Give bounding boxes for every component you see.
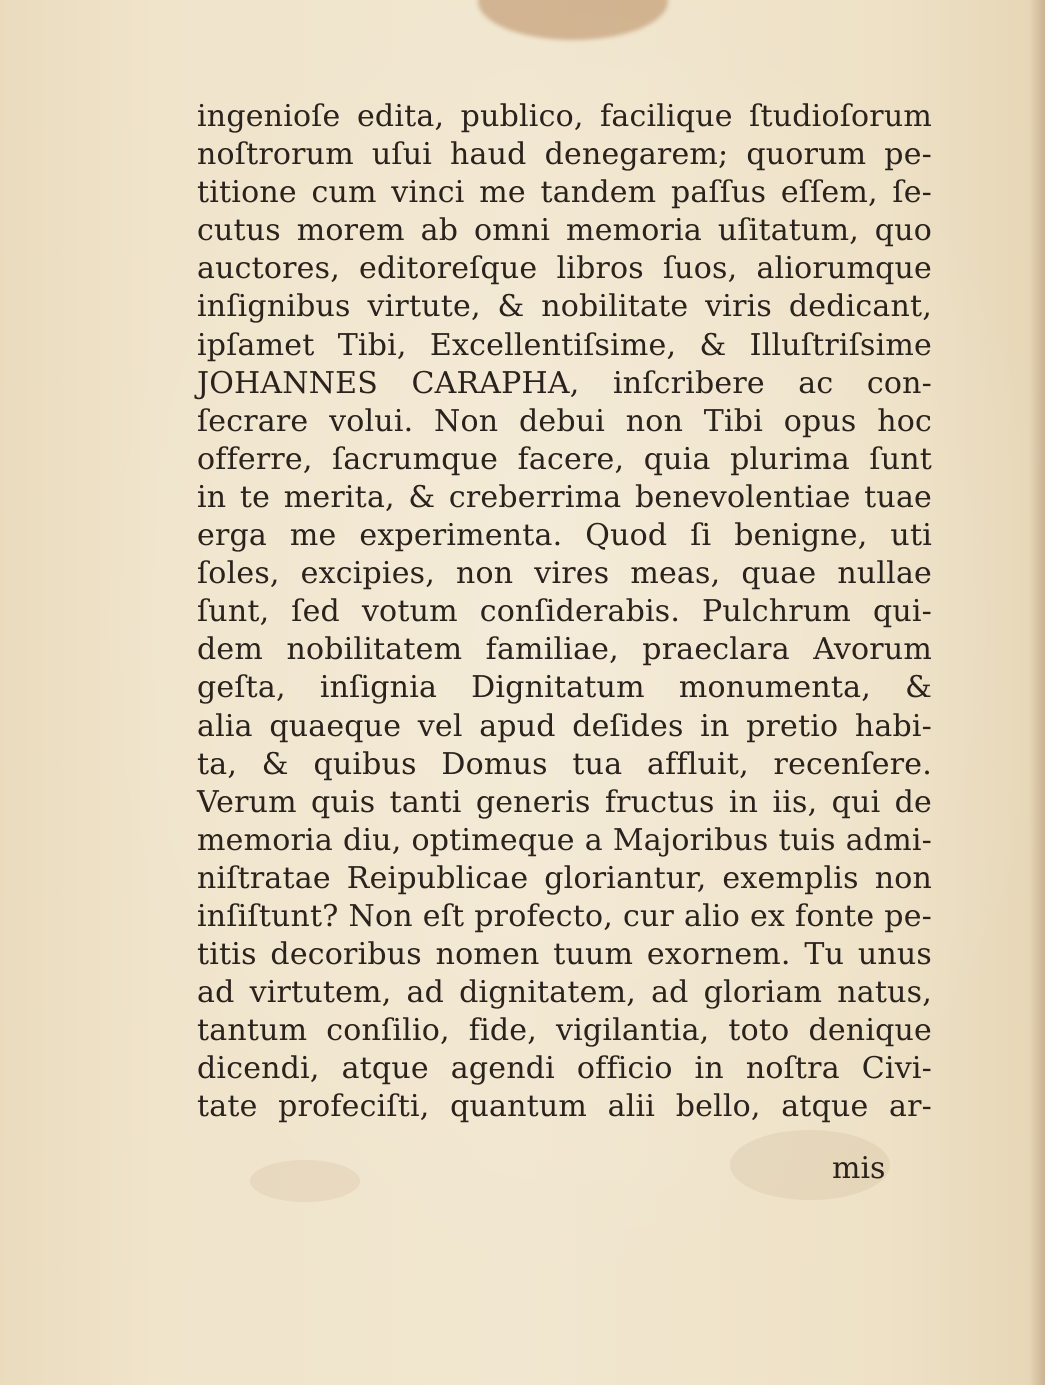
text-line: alia quaeque vel apud deſides in pretio habi- bbox=[197, 708, 932, 744]
text-line: cutus morem ab omni memoria uſitatum, quo bbox=[197, 213, 932, 249]
text-line: tantum conſilio, fide, vigilantia, toto denique bbox=[197, 1013, 932, 1049]
text-line: ipſamet Tibi, Excellentiſsime, & Illuſtriſsime bbox=[197, 327, 932, 363]
text-line: ſoles, excipies, non vires meas, quae nullae bbox=[197, 556, 932, 592]
text-line: dicendi, atque agendi officio in noſtra Civi- bbox=[197, 1051, 932, 1087]
text-line: inſiſtunt? Non eſt profecto, cur alio ex fonte pe- bbox=[197, 898, 932, 934]
text-line: titis decoribus nomen tuum exornem. Tu unus bbox=[197, 937, 932, 973]
text-line: erga me experimenta. Quod ſi benigne, uti bbox=[197, 518, 932, 554]
latin-text-block bbox=[197, 98, 932, 1127]
text-line: noſtrorum uſui haud denegarem; quorum pe- bbox=[197, 137, 932, 173]
text-line: geſta, inſignia Dignitatum monumenta, & bbox=[197, 670, 932, 706]
text-line: ſecrare volui. Non debui non Tibi opus hoc bbox=[197, 403, 932, 439]
catchword: mis bbox=[832, 1151, 886, 1186]
text-line: ingenioſe edita, publico, facilique ſtudioſorum bbox=[197, 99, 932, 134]
text-line: ſunt, ſed votum conſiderabis. Pulchrum qui- bbox=[197, 594, 932, 630]
text-line: offerre, ſacrumque facere, quia plurima ſunt bbox=[197, 441, 932, 477]
text-line: inſignibus virtute, & nobilitate viris dedicant, bbox=[197, 289, 932, 325]
text-line: tate profeciſti, quantum alii bello, atque ar- bbox=[197, 1089, 932, 1125]
text-line: JOHANNES CARAPHA, inſcribere ac con- bbox=[197, 365, 932, 401]
text-line: ad virtutem, ad dignitatem, ad gloriam natus, bbox=[197, 975, 932, 1011]
text-line: dem nobilitatem familiae, praeclara Avorum bbox=[197, 632, 932, 668]
text-line: auctores, editoreſque libros ſuos, aliorumque bbox=[197, 251, 932, 287]
paper-stain bbox=[250, 1160, 360, 1202]
text-line: niſtratae Reipublicae gloriantur, exemplis non bbox=[197, 860, 932, 896]
text-line: Verum quis tanti generis fructus in iis, qui de bbox=[197, 784, 932, 820]
text-line: titione cum vinci me tandem paſſus eſſem, ſe- bbox=[197, 175, 932, 211]
text-line: in te merita, & creberrima benevolentiae tuae bbox=[197, 479, 932, 515]
text-line: memoria diu, optimeque a Majoribus tuis admi- bbox=[197, 822, 932, 858]
text-line: ta, & quibus Domus tua affluit, recenſere. bbox=[197, 746, 932, 782]
